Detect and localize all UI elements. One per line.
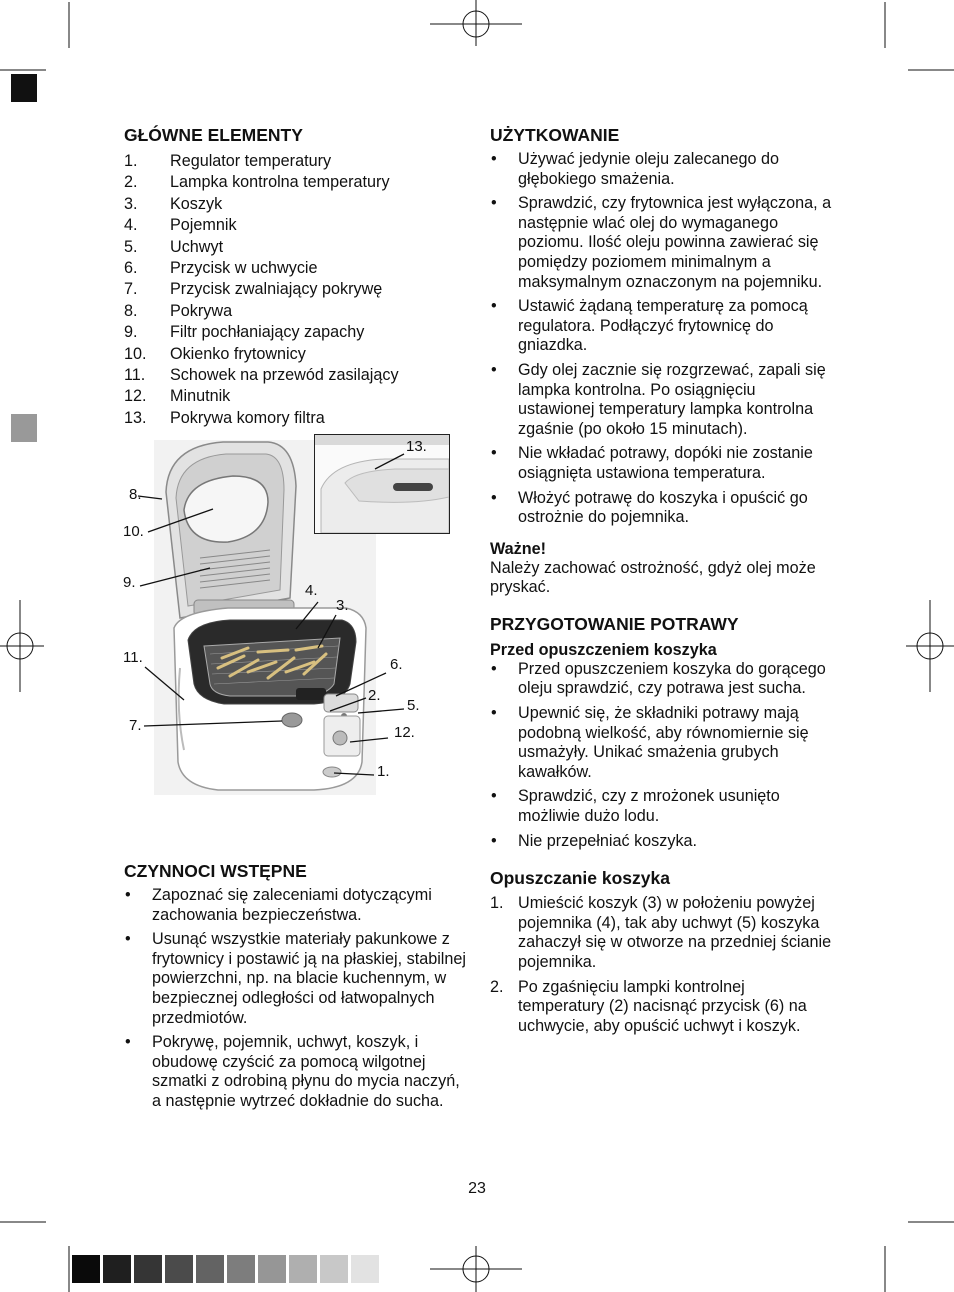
swatch: [72, 1255, 100, 1283]
swatch: [196, 1255, 224, 1283]
list-item: 4. Pojemnik: [124, 216, 237, 235]
list-item: 13. Pokrywa komory filtra: [124, 408, 325, 427]
list-item: 6. Przycisk w uchwycie: [124, 258, 318, 277]
list-item: 11. Schowek na przewód zasilający: [124, 365, 399, 384]
figure-label-9: 9.: [123, 574, 136, 591]
swatch: [134, 1255, 162, 1283]
figure-label-11: 11.: [123, 649, 143, 666]
fryer-illustration: [118, 432, 458, 802]
list-item: 5. Uchwyt: [124, 237, 224, 256]
list-item: • Nie wkładać potrawy, dopóki nie zostanie osiągnięta ustawiona temperatura.: [490, 444, 835, 483]
figure-label-2: 2.: [368, 687, 381, 704]
list-item: 1. Umieścić koszyk (3) w położeniu powyżej pojemnika (4), tak aby uchwyt (5) koszyka zahaczył się w otworze na przedniej ścianie pojemnika.: [490, 894, 832, 971]
list-item: 3. Koszyk: [124, 194, 223, 213]
list-item: • Włożyć potrawę do koszyka i opuścić go ostrożnie do pojemnika.: [490, 489, 835, 528]
list-item: • Usunąć wszystkie materiały pakunkowe z frytownicy i postawić ją na płaskiej, stabilnej powierzchni, np. na blacie kuchennym, w bezpiecznej odległości od łatwopalnych przedmiotów.: [124, 930, 469, 1028]
right-column: [490, 124, 835, 1041]
swatch: [227, 1255, 255, 1283]
figure-label-7: 7.: [129, 717, 142, 734]
list-item: • Nie przepełniać koszyka.: [490, 832, 835, 852]
preliminary-section: [124, 860, 469, 1117]
left-column: [124, 124, 469, 430]
figure-label-5: 5.: [407, 697, 420, 714]
list-item: • Sprawdzić, czy z mrożonek usunięto możliwie dużo lodu.: [490, 787, 835, 826]
swatch: [258, 1255, 286, 1283]
figure-label-3: 3.: [336, 597, 349, 614]
usage-list: [490, 150, 835, 528]
list-item: 2. Lampka kontrolna temperatury: [124, 173, 390, 192]
list-item: • Upewnić się, że składniki potrawy mają podobną wielkość, aby równomiernie się usmażyły. Unikać smażenia grubych kawałków.: [490, 704, 835, 782]
swatch: [103, 1255, 131, 1283]
list-item: 12. Minutnik: [124, 387, 231, 406]
figure-label-6: 6.: [390, 656, 403, 673]
swatch: [320, 1255, 348, 1283]
list-item: 2. Po zgaśnięciu lampki kontrolnej temperatury (2) nacisnąć przycisk (6) na uchwycie, aby opuścić uchwyt i koszyk.: [490, 977, 807, 1035]
list-item: • Ustawić żądaną temperaturę za pomocą regulatora. Podłączyć frytownicę do gniazdka.: [490, 297, 835, 356]
main-parts-heading: GŁÓWNE ELEMENTY: [124, 125, 303, 145]
leader-lines: [118, 432, 458, 802]
list-item: • Pokrywę, pojemnik, uchwyt, koszyk, i obudowę czyścić za pomocą wilgotnej szmatki z odrobiną płynu do mycia naczyń, a następnie wytrzeć dokładnie do sucha.: [124, 1033, 469, 1111]
main-parts-list: [124, 152, 469, 428]
list-item: • Zapoznać się zaleceniami dotyczącymi zachowania bezpieczeństwa.: [124, 886, 469, 925]
figure-label-12: 12.: [394, 724, 415, 741]
figure-label-8: 8.: [129, 486, 142, 503]
list-item: 10. Okienko frytownicy: [124, 344, 306, 363]
preliminary-list: [124, 886, 469, 1112]
list-item: • Gdy olej zacznie się rozgrzewać, zapali się lampka kontrolna. Po osiągnięciu ustawionej temperatury lampka kontrolna zgaśnie (po około 15 minutach).: [490, 361, 835, 439]
preparation-heading: PRZYGOTOWANIE POTRAWY: [490, 613, 739, 634]
list-item: • Używać jedynie oleju zalecanego do głębokiego smażenia.: [490, 150, 835, 189]
page-number: 23: [468, 1180, 486, 1197]
list-item: • Sprawdzić, czy frytownica jest wyłączona, a następnie wlać olej do wymaganego poziomu. Ilość oleju powinna zawierać się pomiędzy poziomem minimalnym a maksymalnym oznaczonym na pojemniku.: [490, 194, 835, 292]
list-item: 1. Regulator temperatury: [124, 152, 332, 170]
usage-heading: UŻYTKOWANIE: [490, 125, 620, 145]
side-marker-gray: [11, 414, 37, 442]
figure-label-10: 10.: [123, 523, 144, 540]
figure-label-4: 4.: [305, 582, 318, 599]
figure-label-1: 1.: [377, 763, 390, 780]
list-item: 7. Przycisk zwalniający pokrywę: [124, 280, 383, 299]
preparation-list: [490, 660, 835, 851]
side-marker-black: [11, 74, 37, 102]
lowering-heading: Opuszczanie koszyka: [490, 868, 670, 889]
figure-label-13: 13.: [406, 438, 427, 455]
swatch: [351, 1255, 379, 1283]
important-label: Ważne!: [490, 539, 547, 558]
list-item: 9. Filtr pochłaniający zapachy: [124, 323, 365, 342]
list-item: • Przed opuszczeniem koszyka do gorącego oleju sprawdzić, czy potrawa jest sucha.: [490, 660, 835, 699]
important-text: Należy zachować ostrożność, gdyż olej może pryskać.: [490, 558, 816, 597]
swatch: [289, 1255, 317, 1283]
preparation-subheading: Przed opuszczeniem koszyka: [490, 640, 717, 659]
preliminary-heading: CZYNNOCI WSTĘPNE: [124, 861, 307, 881]
list-item: 8. Pokrywa: [124, 301, 233, 320]
swatch: [165, 1255, 193, 1283]
lowering-list: [490, 894, 835, 1036]
